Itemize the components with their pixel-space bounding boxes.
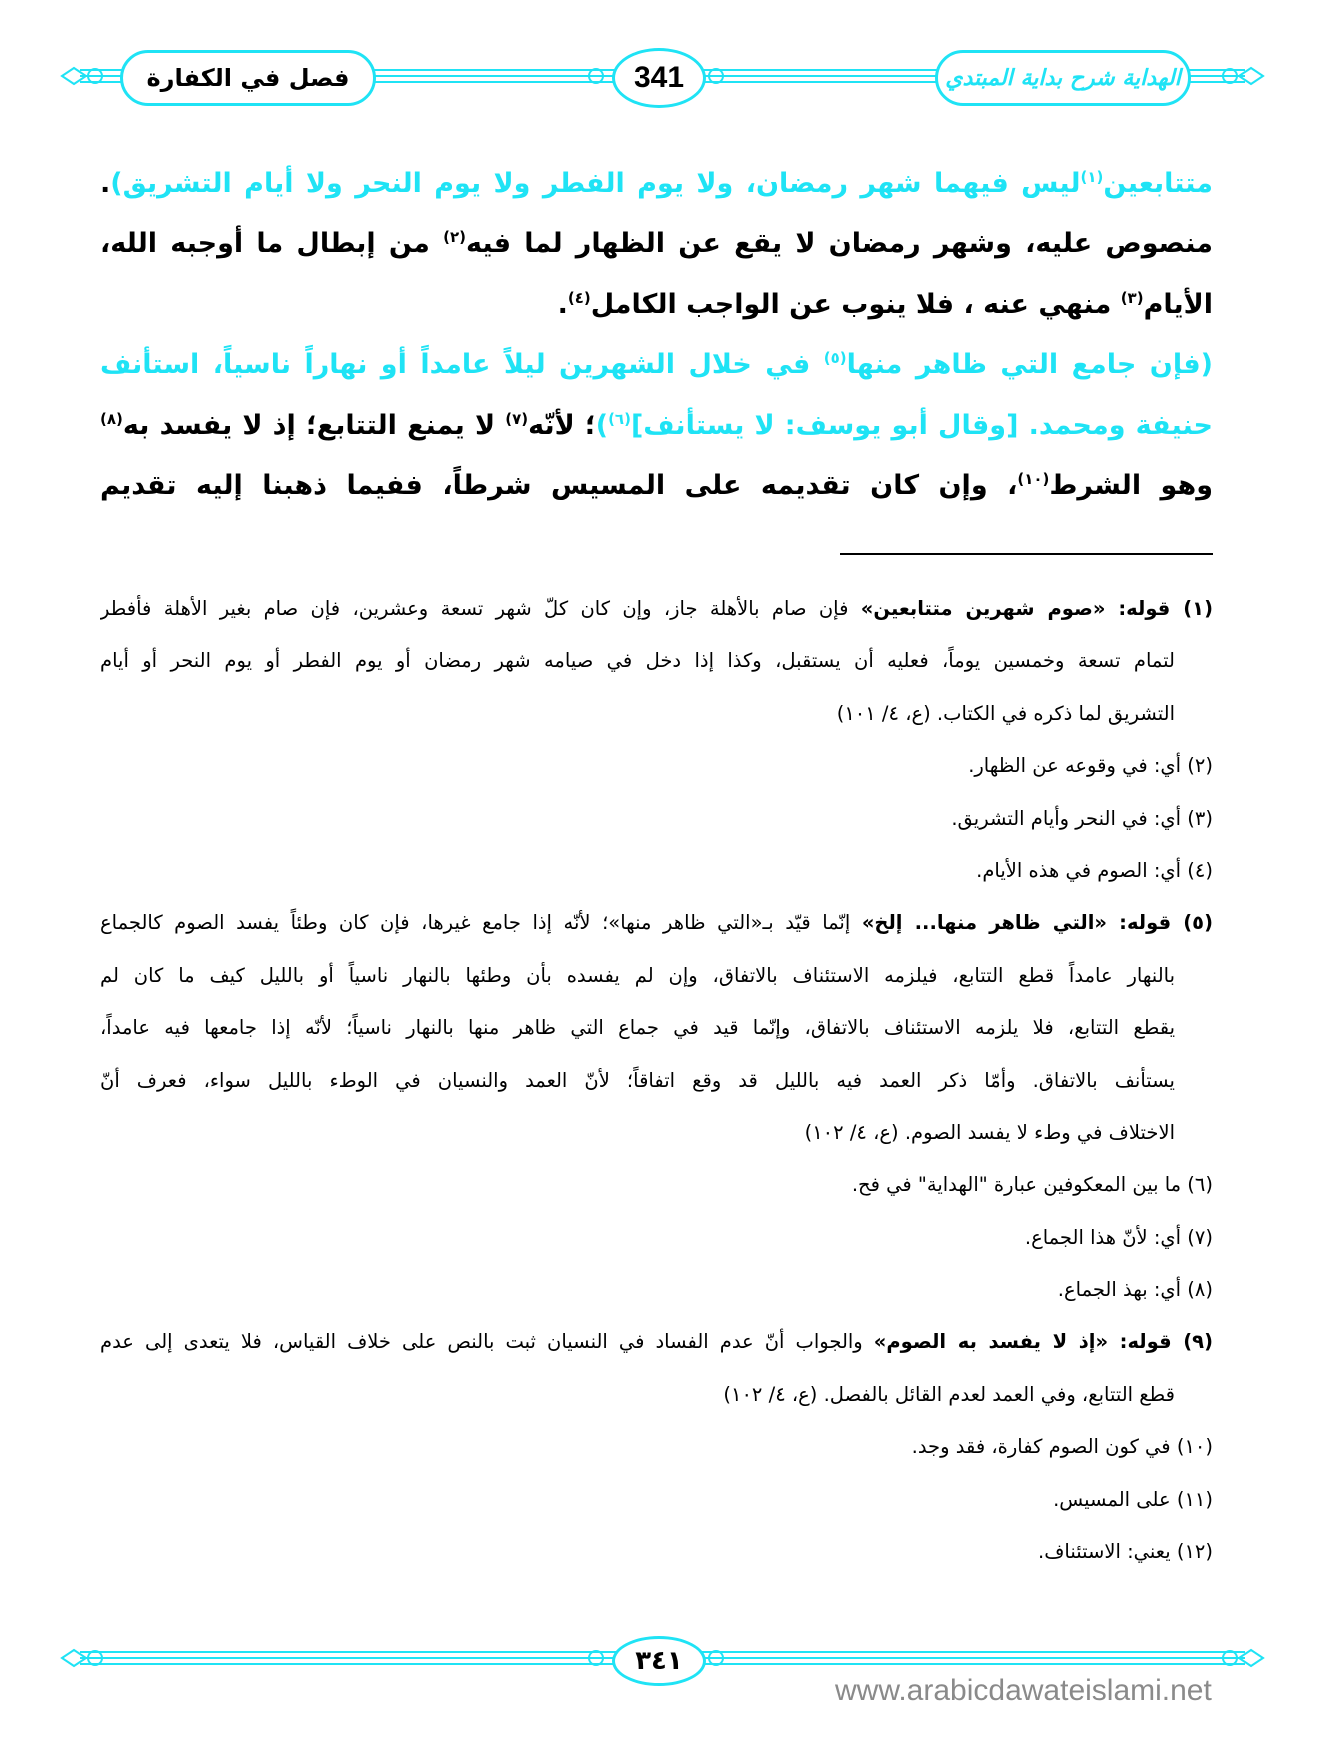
text-line xyxy=(100,897,1213,949)
text-segment: . xyxy=(100,168,111,199)
text-line xyxy=(100,154,1213,214)
footnote-ref: (٣) xyxy=(1120,288,1144,307)
text-segment: التشريق لما ذكره في الكتاب. (ع، ٤/ ١٠١) xyxy=(836,701,1175,725)
text-line xyxy=(100,583,1213,635)
text-segment: (١) قوله: «صوم شهرين متتابعين» xyxy=(860,597,1213,620)
text-segment: لا يمنع التتابع؛ إذ لا يفسد به xyxy=(122,409,506,441)
footnote-ref: (٦) xyxy=(608,409,631,428)
text-segment: (٤) أي: الصوم في هذه الأيام. xyxy=(976,858,1213,882)
footnote-ref: (١) xyxy=(1080,168,1104,186)
text-line xyxy=(100,1526,1213,1578)
text-segment: (١١) على المسيس. xyxy=(1053,1487,1213,1511)
text-line xyxy=(100,1159,1213,1211)
text-segment: (٨) أي: بهذ الجماع. xyxy=(1057,1278,1213,1302)
text-segment: إنّما قيّد بـ«التي ظاهر منها»؛ لأنّه إذا جامع غيرها، فإن كان وطئاً يفسد الصوم كالجماع xyxy=(100,911,862,935)
text-segment: فإن صام بالأهلة جاز، وإن كان كلّ شهر تسعة وعشرين، فإن صام بغير الأهلة فأفطر xyxy=(100,597,861,620)
text-line xyxy=(100,635,1213,687)
text-line xyxy=(100,688,1213,740)
text-segment: (١٢) يعني: الاستئناف. xyxy=(1038,1540,1213,1564)
text-segment: منهي عنه ، فلا ينوب عن الواجب الكامل xyxy=(590,288,1121,320)
text-segment: يستأنف بالاتفاق. وأمّا ذكر العمد فيه بالليل قد وقع اتفاقاً؛ لأنّ العمد والنسيان في الوطء بالليل سواء، فعرف أنّ xyxy=(100,1068,1175,1092)
text-line xyxy=(100,275,1213,335)
footnote-ref: (١٠) xyxy=(1017,469,1050,488)
text-segment: الأيام xyxy=(1143,288,1213,320)
text-segment: ) xyxy=(595,409,609,441)
text-line xyxy=(100,793,1213,845)
text-segment: والجواب أنّ عدم الفساد في النسيان ثبت بالنص على خلاف القياس، فلا يتعدى إلى عدم xyxy=(100,1330,874,1354)
text-segment: (٧) أي: لأنّ هذا الجماع. xyxy=(1024,1225,1213,1249)
footnote-ref: (٤) xyxy=(567,288,591,307)
footnote-ref: (٨) xyxy=(100,409,123,428)
main-text xyxy=(100,154,1213,516)
text-segment: لتمام تسعة وخمسين يوماً، فعليه أن يستقبل، وكذا إذا دخل في صيامه شهر رمضان أو يوم الفطر أو يوم النحر أو أيام xyxy=(100,649,1175,673)
text-segment: ؛ لأنّه xyxy=(528,409,596,441)
chapter-title: فصل في الكفارة xyxy=(120,50,376,106)
footnote-ref: (٢) xyxy=(443,228,466,247)
footnote-separator xyxy=(840,553,1213,555)
text-line xyxy=(100,1421,1213,1473)
text-line xyxy=(100,456,1213,516)
text-line xyxy=(100,1002,1213,1054)
text-segment: (فإن جامع التي ظاهر منها xyxy=(846,349,1213,381)
footnotes xyxy=(100,583,1213,1578)
text-line xyxy=(100,335,1213,395)
text-segment: من إبطال ما أوجبه الله، xyxy=(100,228,430,260)
footnote-ref: (٥) xyxy=(823,349,847,368)
text-line xyxy=(100,1055,1213,1107)
text-line xyxy=(100,1107,1213,1159)
text-segment: (٦) ما بين المعكوفين عبارة "الهداية" في فح. xyxy=(851,1173,1213,1197)
text-line xyxy=(100,1369,1213,1421)
text-line xyxy=(100,396,1213,456)
text-segment: (٩) قوله: «إذ لا يفسد به الصوم» xyxy=(873,1330,1213,1354)
text-line xyxy=(100,1264,1213,1316)
footer-page-number: ٣٤١ xyxy=(612,1636,706,1686)
website-url: www.arabicdawateislami.net xyxy=(835,1674,1212,1707)
text-line xyxy=(100,950,1213,1002)
footnote-ref: (٧) xyxy=(505,409,529,428)
text-segment: . xyxy=(557,288,568,320)
text-segment: قطع التتابع، وفي العمد لعدم القائل بالفصل. (ع، ٤/ ١٠٢) xyxy=(723,1382,1175,1406)
text-segment: بالنهار عامداً قطع التتابع، فيلزمه الاستئناف بالاتفاق، وإن لم يفسده بأن وطئها بالنهار ناسياً أو بالليل كيف ما كان لم xyxy=(100,963,1175,987)
text-line xyxy=(100,1316,1213,1368)
text-line xyxy=(100,740,1213,792)
text-segment: وهو الشرط xyxy=(1049,469,1213,501)
text-line xyxy=(100,845,1213,897)
text-line xyxy=(100,1474,1213,1526)
text-segment: في خلال الشهرين ليلاً عامداً أو نهاراً ناسياً، استأنف xyxy=(100,349,811,381)
text-segment: (١٠) في كون الصوم كفارة، فقد وجد. xyxy=(911,1435,1213,1459)
text-segment: يقطع التتابع، فلا يلزمه الاستئناف بالاتفاق، وإنّما قيد في جماع التي ظاهر منها بالنهار ناسياً؛ لأنّه إذا جامعها فيه عامداً، xyxy=(100,1016,1175,1040)
text-line xyxy=(100,214,1213,274)
text-segment: (٣) أي: في النحر وأيام التشريق. xyxy=(951,806,1213,830)
text-segment: منصوص عليه، وشهر رمضان لا يقع عن الظهار لما فيه xyxy=(465,228,1213,260)
text-segment: ليس فيهما شهر رمضان، ولا يوم الفطر ولا يوم النحر ولا أيام التشريق) xyxy=(110,168,1081,199)
text-segment: حنيفة ومحمد. [وقال أبو يوسف: لا يستأنف] xyxy=(630,409,1213,441)
text-segment: الاختلاف في وطء لا يفسد الصوم. (ع، ٤/ ١٠٢) xyxy=(804,1120,1175,1144)
text-line xyxy=(100,1212,1213,1264)
text-segment: (٢) أي: في وقوعه عن الظهار. xyxy=(968,754,1213,778)
text-segment: متتابعين xyxy=(1103,168,1213,199)
book-title-logo: الهداية شرح بداية المبتدي xyxy=(935,50,1191,106)
text-segment: ، وإن كان تقديمه على المسيس شرطاً، ففيما ذهبنا إليه تقديم xyxy=(100,469,1018,501)
header-page-number: 341 xyxy=(612,48,706,108)
text-segment: (٥) قوله: «التي ظاهر منها... إلخ» xyxy=(861,911,1213,935)
